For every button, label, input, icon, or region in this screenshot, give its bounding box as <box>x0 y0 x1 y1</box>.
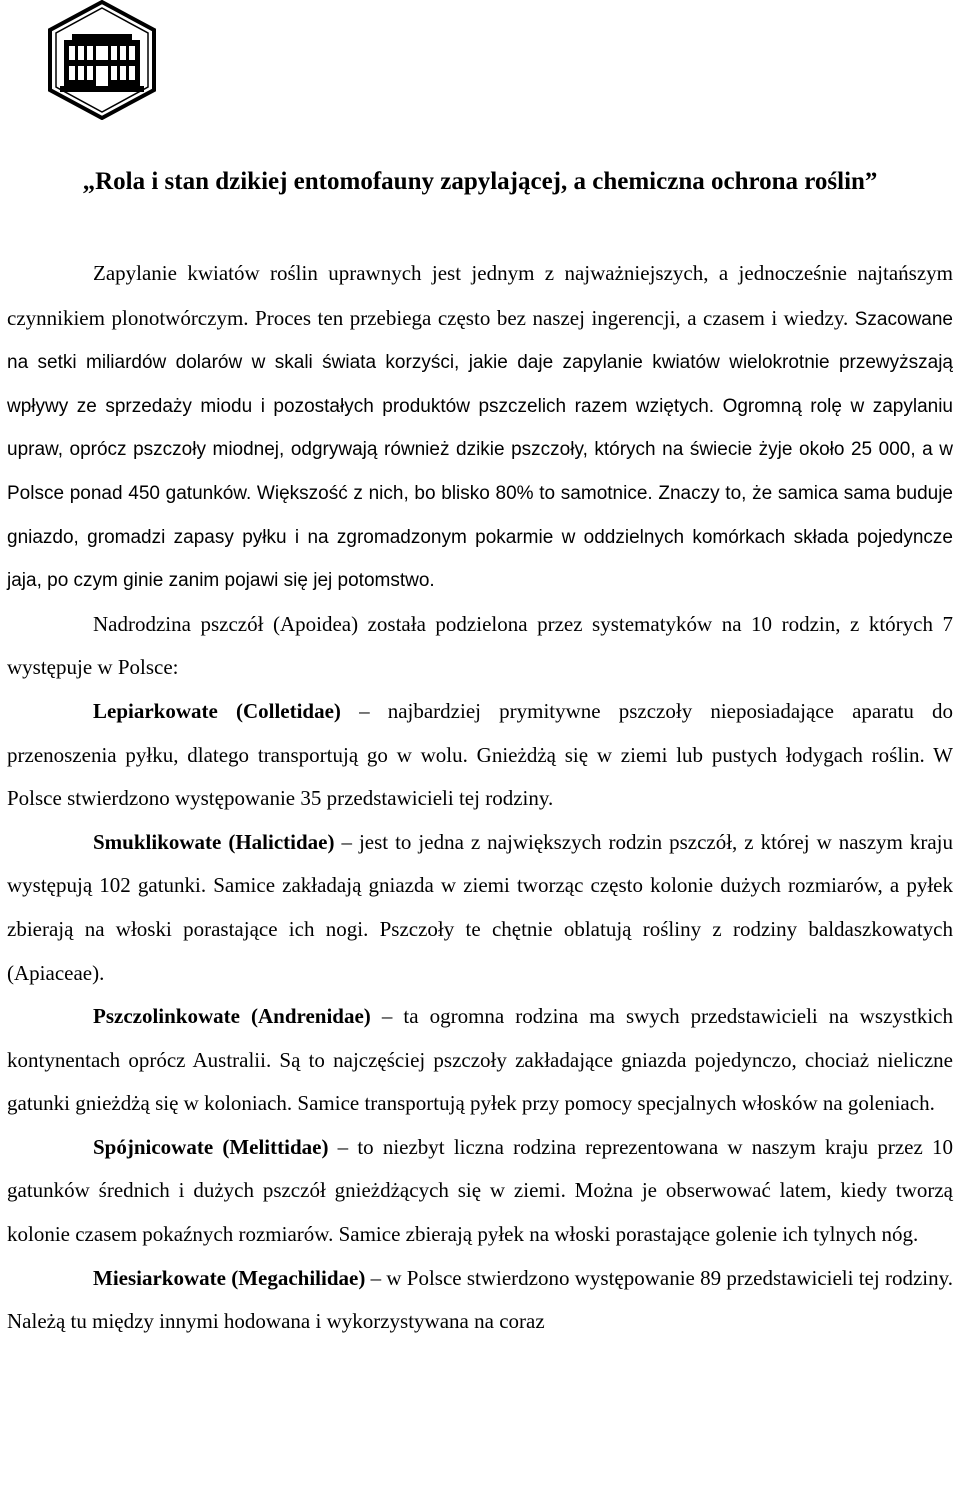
intro-rest-text: Szacowane na setki miliardów dolarów w skali świata korzyści, jakie daje zapylanie kwiatów wielokrotnie przewyższają wpływy ze sprzedaży miodu i pozostałych produktów pszczelich razem wziętych. Ogromną rolę w zapylaniu upraw, oprócz pszczoły miodnej, odgrywają również dzikie pszczoły, których na świecie żyje około 25 000, a w Polsce ponad 450 gatunków. Większość z nich, bo blisko 80% to samotnice. Znaczy to, że samica sama buduje gniazdo, gromadzi zapasy pyłku i na zgromadzonym pokarmie w oddzielnych komórkach składa pojedyncze jaja, po czym ginie zanim pojawi się jej potomstwo. <box>7 308 953 592</box>
family-description: – najbardziej prymitywne pszczoły nieposiadające aparatu do przenoszenia pyłku, dlatego transportują go w wolu. Gnieżdżą się w ziemi lub pustych łodygach roślin. W Polsce stwierdzono występowanie 35 przedstawicieli tej rodziny. <box>7 698 954 811</box>
family-paragraph-melittidae <box>7 1126 953 1257</box>
family-name: Spójnicowate (Melittidae) <box>93 1134 329 1159</box>
family-description: – w Polsce stwierdzono występowanie 89 przedstawicieli tej rodziny. Należą tu między innymi hodowana i wykorzystywana na coraz <box>7 1265 953 1334</box>
family-name: Lepiarkowate (Colletidae) <box>93 698 341 723</box>
family-paragraph-halictidae <box>7 821 953 995</box>
family-paragraph-colletidae <box>7 690 953 821</box>
family-description: – to niezbyt liczna rodzina reprezentowana w naszym kraju przez 10 gatunków średnich i dużych pszczół gnieżdżących się w ziemi. Można je obserwować latem, kiedy tworzą kolonie czasem pokaźnych rozmiarów. Samice zbierają pyłek na włoski porastające golenie ich tylnych nóg. <box>7 1134 953 1247</box>
superfamily-paragraph: Nadrodzina pszczół (Apoidea) została podzielona przez systematyków na 10 rodzin, z których 7 występuje w Polsce: <box>7 611 953 680</box>
intro-paragraph <box>7 252 953 603</box>
page-title: „Rola i stan dzikiej entomofauny zapylającej, a chemiczna ochrona roślin” <box>82 168 878 195</box>
document-body <box>7 252 953 1344</box>
intro-lead-text: Zapylanie kwiatów roślin uprawnych jest jednym z najważniejszych, a jednocześnie najtańszym czynnikiem plonotwórczym. Proces ten przebiega często bez naszej ingerencji, a czasem i wiedzy. <box>7 261 953 330</box>
family-description: – ta ogromna rodzina ma swych przedstawicieli na wszystkich kontynentach oprócz Australii. Są to najczęściej pszczoły zakładające gniazda pojedynczo, chociaż nieliczne gatunki gnieżdżą się w koloniach. Samice transportują pyłek przy pomocy specjalnych włosków na goleniach. <box>7 1004 953 1116</box>
family-paragraph-megachilidae <box>7 1257 953 1344</box>
family-name: Smuklikowate (Halictidae) <box>93 829 335 854</box>
family-name: Pszczolinkowate (Andrenidae) <box>93 1004 371 1029</box>
building-emblem-icon <box>42 0 162 120</box>
family-description: – jest to jedna z największych rodzin pszczół, z której w naszym kraju występują 102 gatunki. Samice zakładają gniazda w ziemi tworząc często kolonie dużych rozmiarów, a pyłek zbierają na włoski porastające ich nogi. Pszczoły te chętnie oblatują rośliny z rodziny baldaszkowatych (Apiaceae). <box>7 829 953 985</box>
family-paragraph-andrenidae <box>7 995 953 1126</box>
family-name: Miesiarkowate (Megachilidae) <box>93 1265 366 1290</box>
